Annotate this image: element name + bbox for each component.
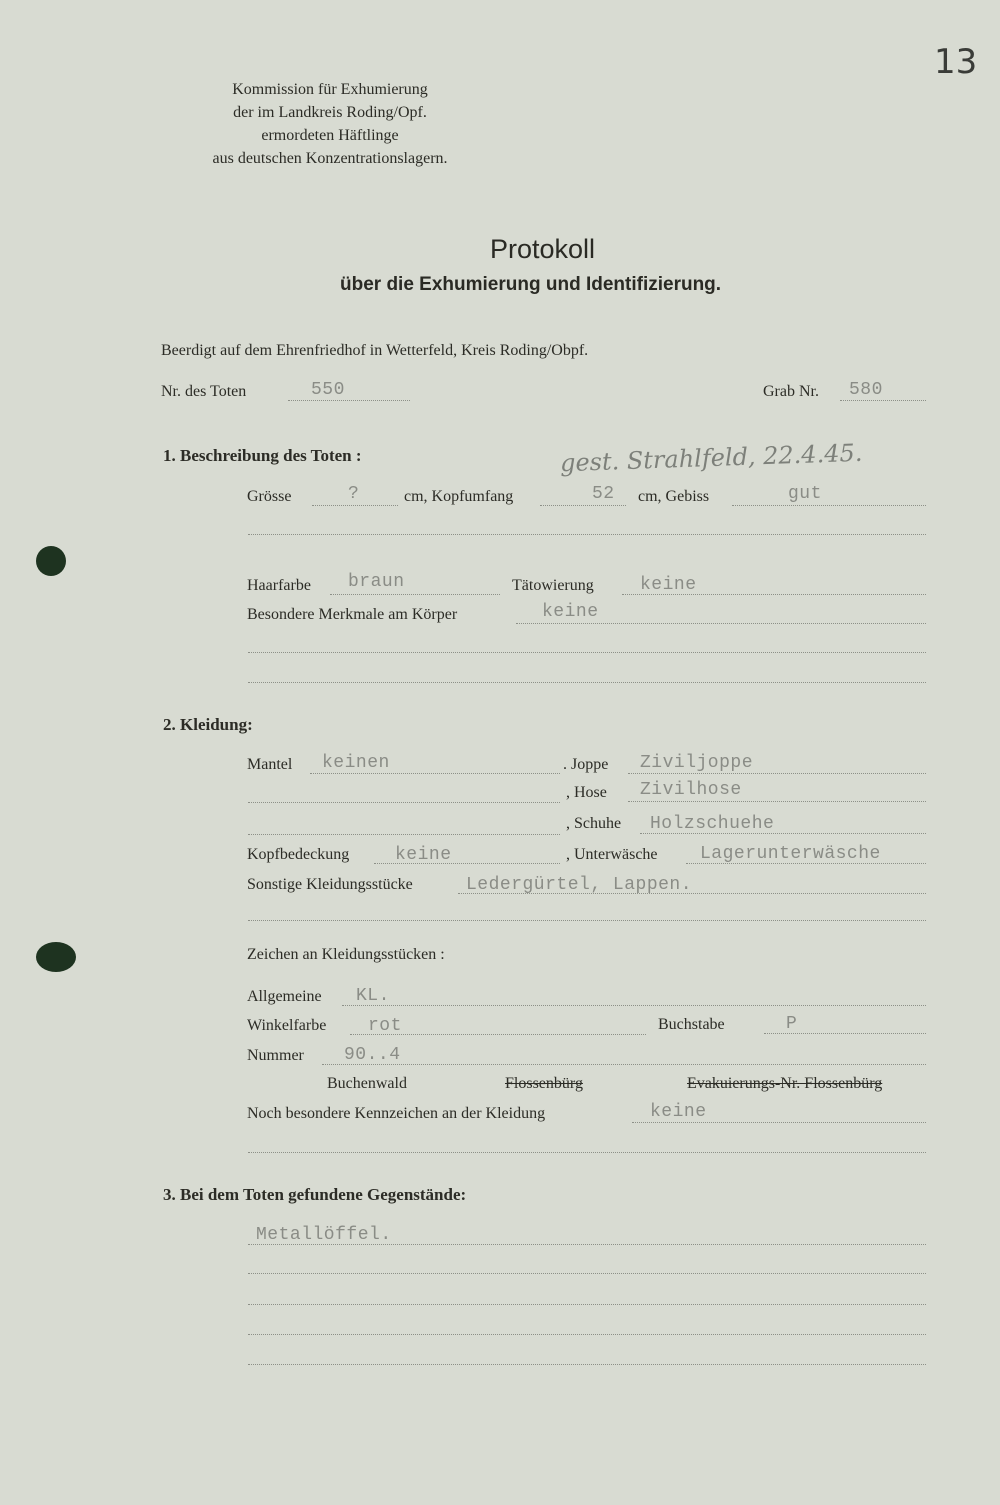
blank-line: [248, 920, 926, 921]
burial-line: Beerdigt auf dem Ehrenfriedhof in Wetterfeld, Kreis Roding/Obpf.: [161, 342, 589, 359]
blank-line: [248, 1273, 926, 1274]
blank-line: [248, 682, 926, 683]
blank-line: [248, 802, 560, 803]
angle-colour-value: rot: [368, 1016, 402, 1036]
general-value: KL.: [356, 986, 390, 1006]
jacket-value: Ziviljoppe: [640, 753, 754, 773]
number-line: [322, 1064, 926, 1065]
punch-hole-top: [36, 546, 66, 576]
hair-value: braun: [348, 572, 405, 592]
blank-line: [248, 1152, 926, 1153]
tattoo-value: keine: [640, 575, 697, 595]
teeth-line: [732, 505, 926, 506]
camp-buchenwald: Buchenwald: [327, 1075, 407, 1092]
blank-line: [248, 834, 560, 835]
other-clothing-label: Sonstige Kleidungsstücke: [247, 876, 413, 893]
other-marks-value: keine: [650, 1102, 707, 1122]
page-number: 13: [934, 42, 978, 82]
found-item-1: Metallöffel.: [256, 1225, 392, 1245]
general-line: [342, 1005, 926, 1006]
other-clothing-value: Ledergürtel, Lappen.: [466, 875, 693, 895]
blank-line: [248, 1334, 926, 1335]
handwritten-death-note: gest. Strahlfeld, 22.4.45.: [559, 438, 863, 478]
marks-line: [516, 623, 926, 624]
header-line-4: aus deutschen Konzentrationslagern.: [212, 150, 448, 167]
underwear-value: Lagerunterwäsche: [700, 844, 881, 864]
header-line-3: ermordeten Häftlinge: [261, 127, 399, 144]
section-3-heading: 3. Bei dem Toten gefundene Gegenstände:: [163, 1185, 467, 1204]
shoes-label: , Schuhe: [566, 815, 622, 832]
shoes-value: Holzschuehe: [650, 814, 775, 834]
other-marks-label: Noch besondere Kennzeichen an der Kleidung: [247, 1105, 546, 1122]
letter-value: P: [786, 1014, 798, 1034]
underwear-label: , Unterwäsche: [566, 846, 658, 863]
signs-heading: Zeichen an Kleidungsstücken :: [247, 946, 445, 963]
blank-line: [248, 652, 926, 653]
page-title: Protokoll: [490, 234, 596, 264]
page-subtitle: über die Exhumierung und Identifizierung.: [340, 274, 722, 295]
trousers-line: [628, 801, 926, 802]
letter-label: Buchstabe: [658, 1016, 725, 1033]
grave-number-value: 580: [849, 380, 883, 400]
header-block: [180, 78, 480, 170]
marks-label: Besondere Merkmale am Körper: [247, 606, 458, 623]
blank-line: [248, 1364, 926, 1365]
trousers-value: Zivilhose: [640, 780, 742, 800]
general-label: Allgemeine: [247, 988, 322, 1005]
coat-label: Mantel: [247, 756, 293, 773]
trousers-label: , Hose: [566, 784, 607, 801]
coat-line: [310, 773, 560, 774]
header-line-2: der im Landkreis Roding/Opf.: [233, 104, 427, 121]
blank-line: [248, 1304, 926, 1305]
section-1-heading: 1. Beschreibung des Toten :: [163, 446, 362, 465]
jacket-line: [628, 773, 926, 774]
height-value: ?: [348, 484, 360, 504]
cm-teeth-label: cm, Gebiss: [638, 488, 710, 505]
grave-number-line: [840, 400, 926, 401]
camp-flossenbuerg: Flossenbürg: [505, 1075, 583, 1092]
angle-colour-label: Winkelfarbe: [247, 1017, 327, 1034]
number-value: 90..4: [344, 1045, 401, 1065]
other-marks-line: [632, 1122, 926, 1123]
evacuation-number: Evakuierungs-Nr. Flossenbürg: [687, 1075, 883, 1092]
section-2-heading: 2. Kleidung:: [163, 715, 253, 734]
grave-number-label: Grab Nr.: [763, 383, 819, 400]
dead-number-label: Nr. des Toten: [161, 383, 247, 400]
hair-line: [330, 594, 500, 595]
height-line: [312, 505, 398, 506]
cm-head-label: cm, Kopfumfang: [404, 488, 514, 505]
blank-line: [248, 534, 926, 535]
head-value: 52: [592, 484, 615, 504]
number-label: Nummer: [247, 1047, 304, 1064]
head-line: [540, 505, 626, 506]
dead-number-line: [288, 400, 410, 401]
punch-hole-bottom: [36, 942, 76, 972]
marks-value: keine: [542, 602, 599, 622]
hair-label: Haarfarbe: [247, 577, 311, 594]
headwear-label: Kopfbedeckung: [247, 846, 350, 863]
tattoo-label: Tätowierung: [512, 577, 594, 594]
coat-value: keinen: [322, 753, 390, 773]
height-label: Grösse: [247, 488, 292, 505]
header-line-1: Kommission für Exhumierung: [232, 81, 428, 98]
dead-number-value: 550: [311, 380, 345, 400]
headwear-value: keine: [395, 845, 452, 865]
teeth-value: gut: [788, 484, 822, 504]
jacket-label: . Joppe: [563, 756, 609, 773]
